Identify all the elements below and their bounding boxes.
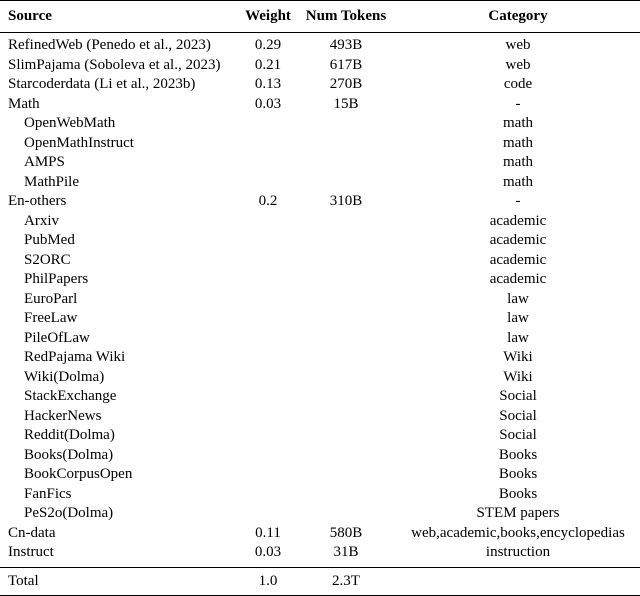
- row-weight: [240, 485, 296, 505]
- row-tokens: [296, 231, 396, 251]
- header-source: Source: [0, 1, 240, 33]
- row-category: academic: [489, 251, 547, 268]
- table-row: [0, 95, 640, 115]
- table-row: [0, 173, 640, 193]
- row-tokens: [296, 465, 396, 485]
- row-source: MathPile: [24, 173, 79, 190]
- row-source: Instruct: [8, 544, 54, 560]
- row-source: HackerNews: [24, 407, 102, 424]
- row-tokens: [296, 387, 396, 407]
- row-weight: [240, 348, 296, 368]
- table-row: [0, 153, 640, 173]
- row-weight: [240, 407, 296, 427]
- row-category: law: [507, 310, 529, 326]
- table-header: [0, 1, 640, 33]
- row-category: law: [507, 329, 529, 346]
- table-row: [0, 309, 640, 329]
- row-category: academic: [489, 271, 547, 287]
- table-row: [0, 485, 640, 505]
- row-weight: [240, 446, 296, 466]
- row-tokens: 270B: [329, 76, 363, 92]
- table-row: [0, 192, 640, 212]
- row-weight: 0.29: [254, 37, 282, 53]
- row-weight: [240, 231, 296, 251]
- row-category: math: [503, 154, 533, 170]
- row-source: Arxiv: [24, 212, 59, 229]
- table-row: [0, 348, 640, 368]
- row-tokens: [296, 368, 396, 388]
- table-row: [0, 329, 640, 349]
- table-row: [0, 114, 640, 134]
- table-row: [0, 270, 640, 290]
- row-source: S2ORC: [24, 251, 71, 268]
- table-row: [0, 231, 640, 251]
- row-weight: [240, 426, 296, 446]
- table-row: [0, 33, 640, 56]
- row-tokens: [296, 270, 396, 290]
- row-weight: [240, 212, 296, 232]
- row-tokens: [296, 212, 396, 232]
- header-num-tokens: Num Tokens: [296, 1, 396, 33]
- table-row: [0, 465, 640, 485]
- row-source: RedPajama Wiki: [24, 349, 126, 365]
- row-weight: 0.11: [255, 524, 281, 541]
- row-tokens: [296, 446, 396, 466]
- row-tokens: [296, 426, 396, 446]
- total-row: [0, 567, 640, 595]
- row-source: PubMed: [24, 232, 75, 248]
- row-weight: [240, 504, 296, 524]
- total-weight: 1.0: [240, 567, 296, 595]
- row-weight: [240, 153, 296, 173]
- table-row: [0, 524, 640, 544]
- row-source: Math: [8, 95, 40, 112]
- row-weight: 0.21: [254, 56, 282, 73]
- row-category: -: [515, 193, 521, 209]
- row-tokens: [296, 348, 396, 368]
- row-source: PeS2o(Dolma): [24, 505, 114, 521]
- table-row: [0, 504, 640, 524]
- row-weight: [240, 251, 296, 271]
- row-category: math: [503, 134, 533, 151]
- row-category: Wiki: [503, 349, 533, 365]
- row-category: web: [505, 37, 531, 53]
- total-category: [396, 567, 640, 595]
- row-source: SlimPajama (Soboleva et al., 2023): [8, 56, 221, 73]
- row-weight: 0.13: [254, 76, 282, 92]
- table-row: [0, 212, 640, 232]
- row-source: Books(Dolma): [24, 446, 114, 463]
- row-tokens: [296, 290, 396, 310]
- row-source: En-others: [8, 193, 67, 209]
- row-weight: [240, 368, 296, 388]
- row-source: Wiki(Dolma): [24, 368, 105, 385]
- row-weight: [240, 270, 296, 290]
- row-source: AMPS: [24, 154, 65, 170]
- table-row: [0, 75, 640, 95]
- row-source: FreeLaw: [24, 310, 78, 326]
- row-weight: [240, 309, 296, 329]
- row-category: web: [505, 56, 531, 73]
- row-source: BookCorpusOpen: [24, 466, 133, 482]
- row-category: web,academic,books,encyclopedias: [411, 524, 625, 541]
- total-source: Total: [0, 567, 240, 595]
- table-row: [0, 134, 640, 154]
- row-weight: 0.2: [258, 193, 278, 209]
- row-source: Starcoderdata (Li et al., 2023b): [8, 76, 196, 92]
- row-weight: 0.03: [254, 544, 282, 560]
- row-source: StackExchange: [24, 388, 117, 404]
- row-tokens: [296, 485, 396, 505]
- row-category: math: [503, 115, 533, 131]
- row-weight: [240, 329, 296, 349]
- row-tokens: [296, 504, 396, 524]
- row-category: academic: [489, 232, 547, 248]
- row-category: Books: [498, 466, 538, 482]
- row-tokens: [296, 251, 396, 271]
- row-category: STEM papers: [476, 505, 560, 521]
- row-weight: [240, 290, 296, 310]
- row-source: FanFics: [24, 485, 72, 502]
- row-tokens: [296, 407, 396, 427]
- row-category: Books: [498, 446, 538, 463]
- table-row: [0, 543, 640, 567]
- table-row: [0, 407, 640, 427]
- row-weight: [240, 134, 296, 154]
- table-row: [0, 387, 640, 407]
- row-tokens: [296, 153, 396, 173]
- table-row: [0, 56, 640, 76]
- row-category: Social: [499, 407, 537, 424]
- header-row: [0, 1, 640, 33]
- row-category: -: [515, 95, 521, 112]
- row-source: OpenMathInstruct: [24, 134, 134, 151]
- row-weight: [240, 387, 296, 407]
- row-tokens: [296, 309, 396, 329]
- row-category: law: [507, 290, 529, 307]
- table-body: [0, 33, 640, 568]
- header-category: Category: [396, 1, 640, 33]
- table-row: [0, 251, 640, 271]
- row-tokens: [296, 134, 396, 154]
- row-tokens: [296, 329, 396, 349]
- total-tokens: 2.3T: [296, 567, 396, 595]
- table-row: [0, 426, 640, 446]
- row-source: Reddit(Dolma): [24, 427, 115, 443]
- row-weight: [240, 465, 296, 485]
- row-tokens: [296, 173, 396, 193]
- row-source: PhilPapers: [24, 271, 89, 287]
- row-category: Wiki: [503, 368, 533, 385]
- row-tokens: 310B: [329, 193, 363, 209]
- row-weight: [240, 114, 296, 134]
- header-weight: Weight: [240, 1, 296, 33]
- row-category: code: [503, 76, 533, 92]
- row-category: instruction: [485, 544, 551, 560]
- row-tokens: [296, 114, 396, 134]
- row-tokens: 617B: [329, 56, 363, 73]
- row-source: RefinedWeb (Penedo et al., 2023): [8, 37, 211, 53]
- row-weight: [240, 173, 296, 193]
- table-footer: [0, 567, 640, 595]
- row-category: academic: [489, 212, 547, 229]
- row-tokens: 580B: [329, 524, 363, 541]
- row-weight: 0.03: [254, 95, 282, 112]
- row-source: Cn-data: [8, 524, 56, 541]
- row-tokens: 493B: [329, 37, 363, 53]
- row-tokens: 31B: [333, 544, 359, 560]
- row-category: Social: [499, 427, 537, 443]
- table-row: [0, 446, 640, 466]
- row-category: math: [503, 173, 533, 190]
- row-source: OpenWebMath: [24, 115, 116, 131]
- row-source: EuroParl: [24, 290, 78, 307]
- row-tokens: 15B: [333, 95, 359, 112]
- table-row: [0, 368, 640, 388]
- row-category: Social: [499, 388, 537, 404]
- table-row: [0, 290, 640, 310]
- row-source: PileOfLaw: [24, 329, 90, 346]
- row-category: Books: [498, 485, 538, 502]
